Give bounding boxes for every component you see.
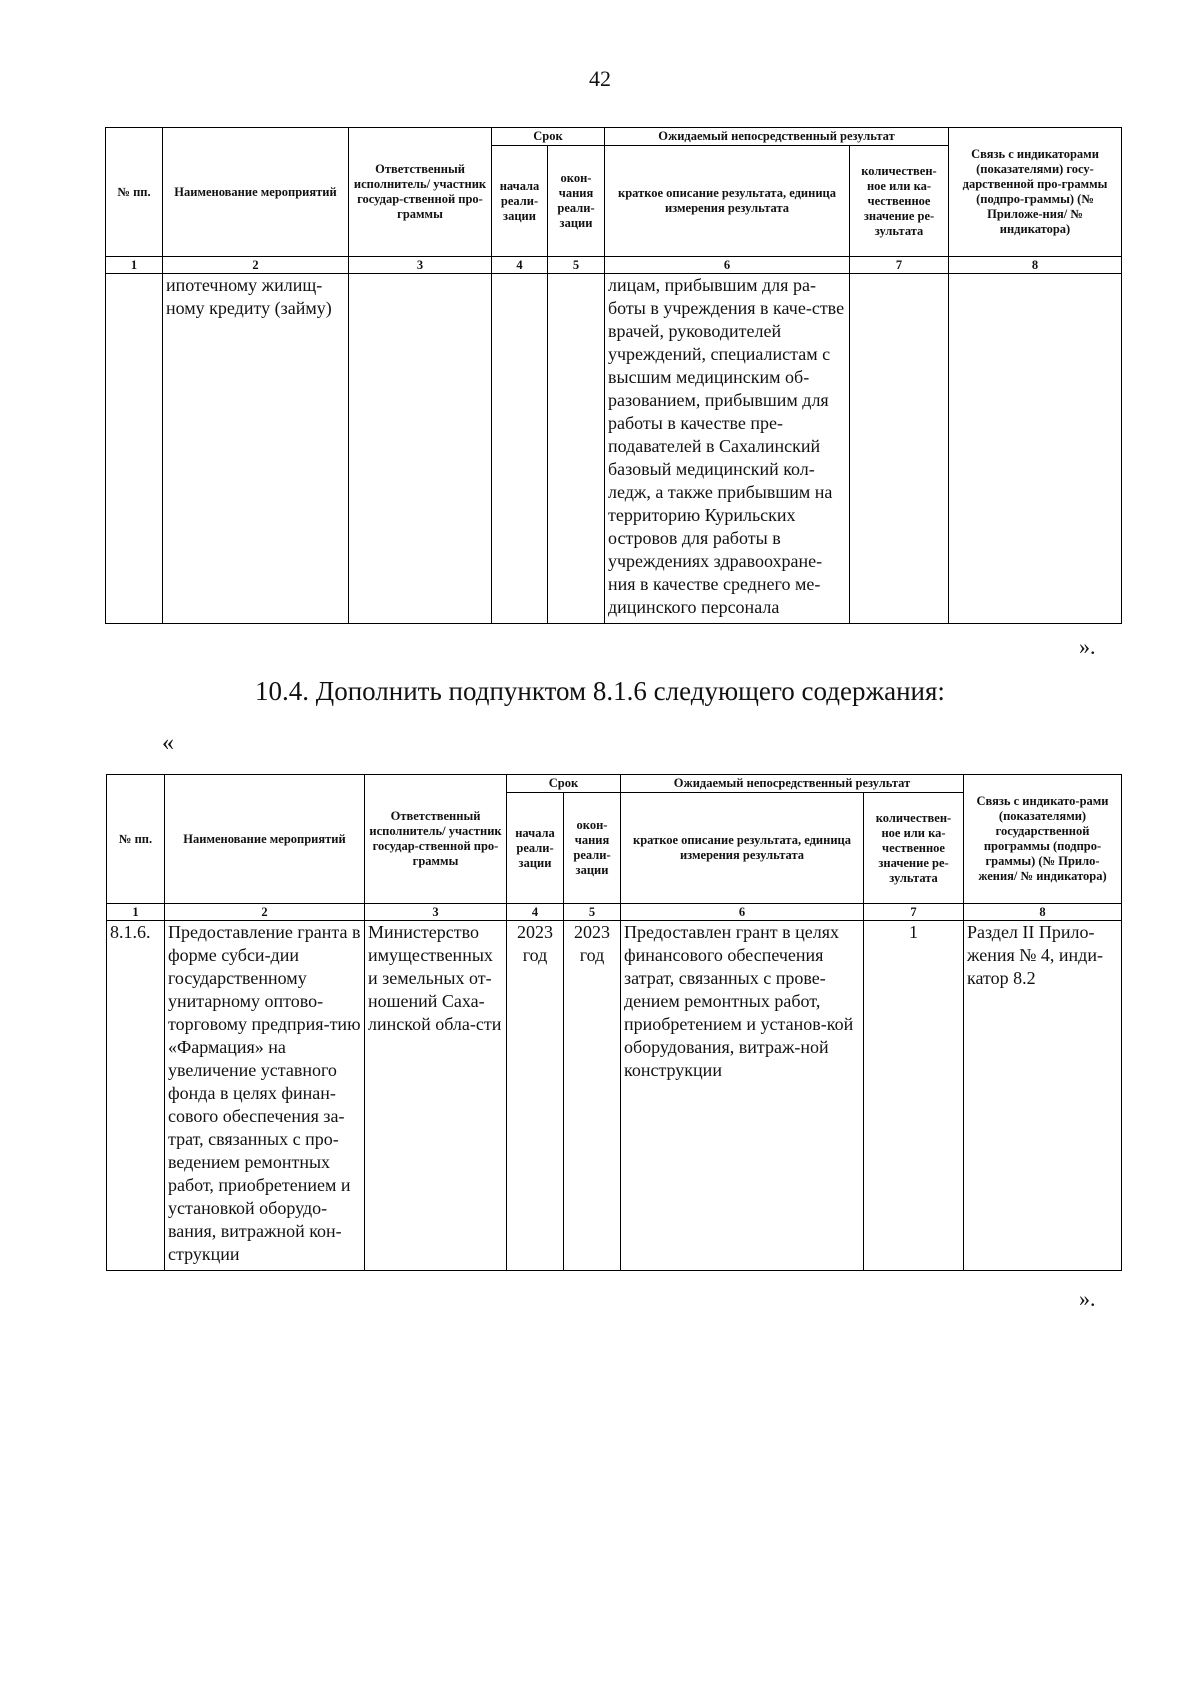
row-end: 2023 год xyxy=(564,921,621,1271)
column-number: 1 xyxy=(107,904,165,921)
header-name: Наименование мероприятий xyxy=(163,128,349,257)
column-number: 1 xyxy=(106,257,163,274)
header-no: № пп. xyxy=(107,775,165,904)
header-name: Наименование мероприятий xyxy=(165,775,365,904)
row-start xyxy=(492,274,548,624)
header-end: окон-чания реали-зации xyxy=(564,793,621,904)
row-no: 8.1.6. xyxy=(107,921,165,1271)
header-expected-result: Ожидаемый непосредственный результат xyxy=(621,775,964,793)
column-number: 5 xyxy=(564,904,621,921)
column-number: 4 xyxy=(492,257,548,274)
row-start: 2023 год xyxy=(507,921,564,1271)
measures-table-continuation xyxy=(105,127,1122,624)
header-indicator-link: Связь с индикаторами (показателями) госу-дарственной про-граммы (подпро-граммы) (№ Приложе-ния/ № индикатора) xyxy=(949,128,1122,257)
column-number: 8 xyxy=(949,257,1122,274)
column-number: 7 xyxy=(864,904,964,921)
header-result-description: краткое описание результата, единица измерения результата xyxy=(605,146,850,257)
header-result-value: количествен-ное или ка-чественное значение ре-зультата xyxy=(864,793,964,904)
closing-quote: ». xyxy=(1079,634,1096,659)
header-result-description: краткое описание результата, единица измерения результата xyxy=(621,793,864,904)
opening-quote: « xyxy=(162,730,174,756)
column-number: 6 xyxy=(621,904,864,921)
header-end: окон-чания реали-зации xyxy=(548,146,605,257)
header-responsible: Ответственный исполнитель/ участник государ-ственной про-граммы xyxy=(349,128,492,257)
row-result-value: 1 xyxy=(864,921,964,1271)
column-number: 7 xyxy=(850,257,949,274)
column-number: 4 xyxy=(507,904,564,921)
row-indicator-link xyxy=(949,274,1122,624)
row-measure-name: ипотечному жилищ-ному кредиту (займу) xyxy=(163,274,349,624)
header-expected-result: Ожидаемый непосредственный результат xyxy=(605,128,949,146)
row-indicator-link: Раздел II Прило-жения № 4, инди-катор 8.2 xyxy=(964,921,1122,1271)
section-heading: 10.4. Дополнить подпунктом 8.1.6 следующего содержания: xyxy=(255,676,945,706)
header-indicator-link: Связь с индикато-рами (показателями) государственной программы (подпро-граммы) (№ Прило-жения/ № индикатора) xyxy=(964,775,1122,904)
header-responsible: Ответственный исполнитель/ участник государ-ственной про-граммы xyxy=(365,775,507,904)
header-no: № пп. xyxy=(106,128,163,257)
header-start: начала реали-зации xyxy=(492,146,548,257)
row-result-value xyxy=(850,274,949,624)
row-measure-name: Предоставление гранта в форме субси-дии государственному унитарному оптово-торговому предприя-тию «Фармация» на увеличение уставного фонда в целях финан-сового обеспечения за-трат, связанных с про-ведением ремонтных работ, приобретением и установкой оборудо-вания, витражной кон-струкции xyxy=(165,921,365,1271)
column-number: 2 xyxy=(163,257,349,274)
row-responsible xyxy=(349,274,492,624)
measures-table-addition xyxy=(106,774,1122,1271)
column-number: 3 xyxy=(349,257,492,274)
page-number: 42 xyxy=(589,66,611,91)
row-end xyxy=(548,274,605,624)
header-term: Срок xyxy=(507,775,621,793)
row-result-description: Предоставлен грант в целях финансового обеспечения затрат, связанных с прове-дением ремонтных работ, приобретением и установ-кой оборудования, витраж-ной конструкции xyxy=(621,921,864,1271)
column-number: 2 xyxy=(165,904,365,921)
row-result-description: лицам, прибывшим для ра-боты в учреждения в каче-стве врачей, руководителей учреждений, специалистам с высшим медицинским об-разованием, прибывшим для работы в качестве пре-подавателей в Сахалинский базовый медицинский кол-ледж, а также прибывшим на территорию Курильских островов для работы в учреждениях здравоохране-ния в качестве среднего ме-дицинского персонала xyxy=(605,274,850,624)
column-number: 5 xyxy=(548,257,605,274)
column-number: 3 xyxy=(365,904,507,921)
row-no xyxy=(106,274,163,624)
header-term: Срок xyxy=(492,128,605,146)
closing-quote: ». xyxy=(1079,1286,1096,1311)
header-start: начала реали-зации xyxy=(507,793,564,904)
column-number: 8 xyxy=(964,904,1122,921)
header-result-value: количествен-ное или ка-чественное значение ре-зультата xyxy=(850,146,949,257)
column-number: 6 xyxy=(605,257,850,274)
row-responsible: Министерство имущественных и земельных от-ношений Саха-линской обла-сти xyxy=(365,921,507,1271)
